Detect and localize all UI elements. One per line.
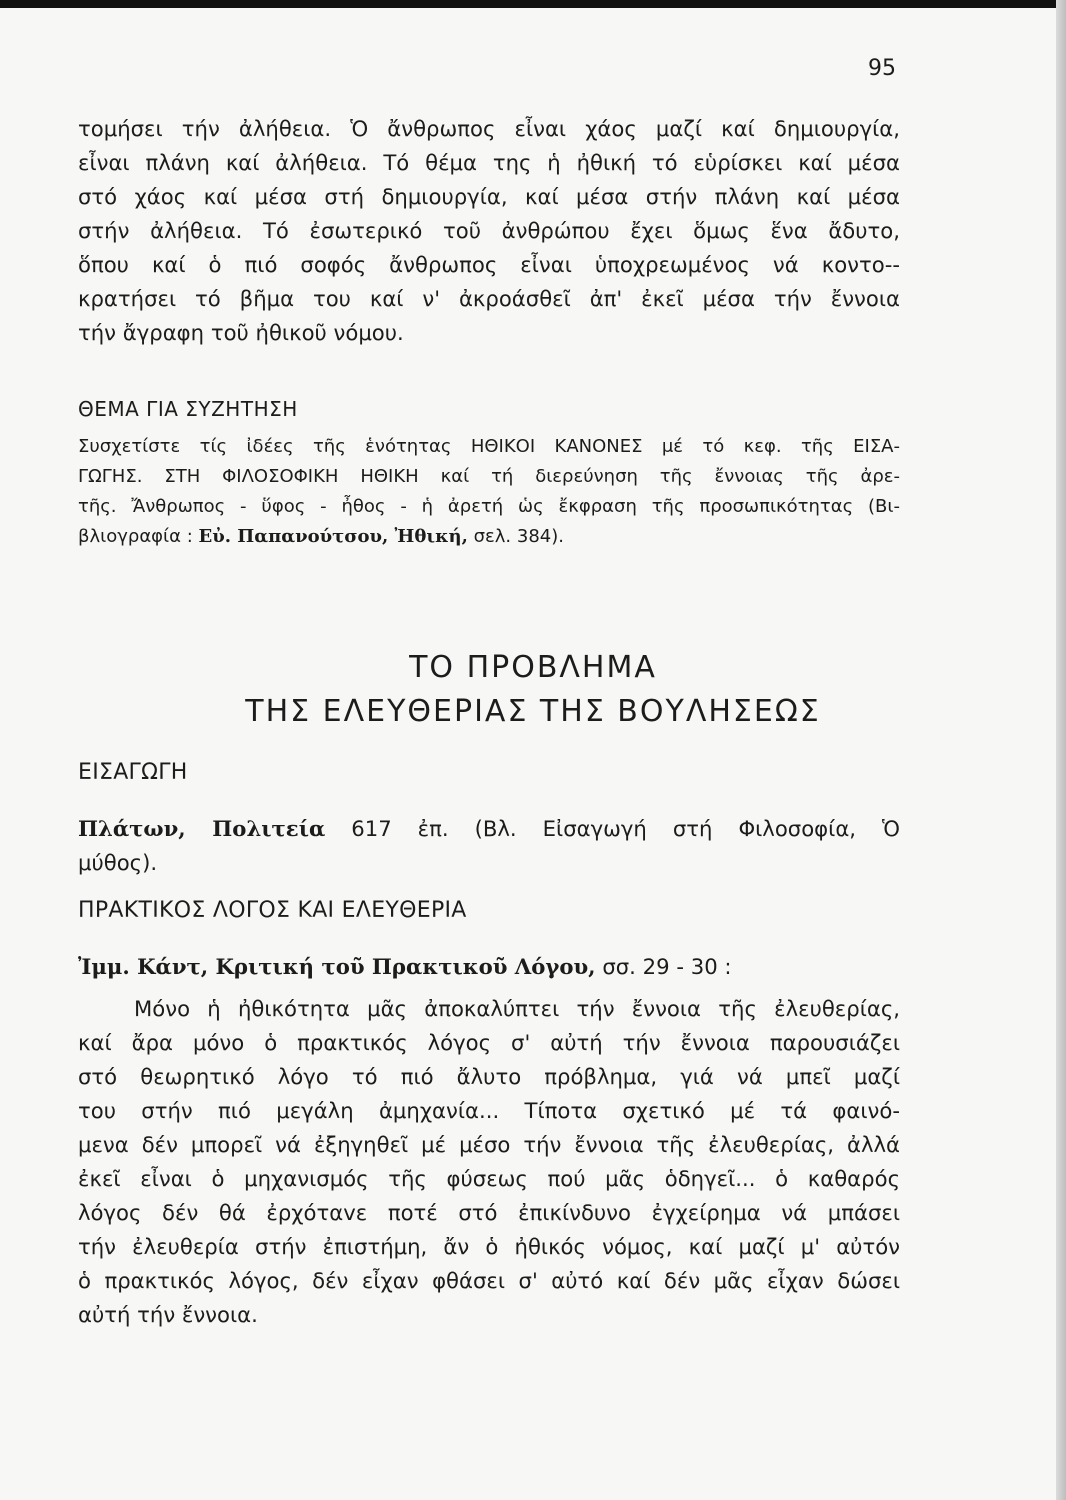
intro-source-detail: 617 ἐπ. (Βλ. Εἰσαγωγή στή Φιλοσοφία, Ὁ — [325, 816, 900, 841]
discussion-heading: ΘΕΜΑ ΓΙΑ ΣΥΖΗΤΗΣΗ — [78, 397, 298, 421]
text-line: τῆς. Ἄνθρωπος - ὕφος - ἦθος - ἡ ἀρετή ὡς ἔκφραση τῆς προσωπικότητας (Βι- — [78, 496, 900, 517]
text-line: τήν ἄγραφη τοῦ ἠθικοῦ νόμου. — [78, 320, 404, 345]
text-line: στό θεωρητικό λόγο τό πιό ἄλυτο πρόβλημα, γιά νά μπεῖ μαζί — [78, 1064, 900, 1089]
text-line: μύθος). — [78, 850, 158, 875]
text-line: μενα δέν μπορεῖ νά ἐξηγηθεῖ μέ μέσο τήν ἔννοια τῆς ἐλευθερίας, ἀλλά — [78, 1132, 900, 1157]
text-line: στό χάος καί μέσα στή δημιουργία, καί μέσα στήν πλάνη καί μέσα — [78, 184, 900, 209]
scan-top-border — [0, 0, 1066, 8]
text-line: ὁ πρακτικός λόγος, δέν εἶχαν φθάσει σ' αὐτό καί δέν μᾶς εἶχαν δώσει — [78, 1268, 900, 1293]
page-number: 95 — [868, 56, 896, 81]
text-line: αὐτή τήν ἔννοια. — [78, 1302, 258, 1327]
text-line: ἐκεῖ εἶναι ὁ μηχανισμός τῆς φύσεως πού μᾶς ὁδηγεῖ... ὁ καθαρός — [78, 1166, 900, 1191]
bibliography-reference: Εὐ. Παπανούτσου, Ἠθική, — [198, 526, 468, 547]
intro-heading: ΕΙΣΑΓΩΓΗ — [78, 760, 188, 785]
quote-paragraph — [78, 992, 900, 1332]
intro-source-title: Πλάτων, Πολιτεία — [78, 816, 326, 841]
text-line: τομήσει τήν ἀλήθεια. Ὁ ἄνθρωπος εἶναι χάος μαζί καί δημιουργία, — [78, 116, 900, 141]
text-line — [78, 950, 900, 984]
chapter-title-line-1: ΤΟ ΠΡΟΒΛΗΜΑ — [409, 650, 657, 685]
text-line: εἶναι πλάνη καί ἀλήθεια. Τό θέμα της ἡ ἠθική τό εὑρίσκει καί μέσα — [78, 150, 900, 175]
text-line: ΓΩΓΗΣ. ΣΤΗ ΦΙΛΟΣΟΦΙΚΗ ΗΘΙΚΗ καί τή διερεύνηση τῆς ἔννοιας τῆς ἀρε- — [78, 466, 900, 487]
section-source-pages: σσ. 29 - 30 : — [595, 954, 732, 979]
text-line — [78, 812, 900, 846]
top-paragraph — [78, 112, 900, 350]
section-source — [78, 950, 900, 984]
text-line: λόγος δέν θά ἐρχόταvε ποτέ στό ἐπικίνδυνο ἐγχείρημα νά μπάσει — [78, 1200, 900, 1225]
text-line: κρατήσει τό βῆμα του καί ν' ἀκροάσθεῖ ἀπ' ἐκεῖ μέσα τήν ἔννοια — [78, 286, 900, 311]
intro-reference — [78, 812, 900, 880]
section-source-title: Ἰμμ. Κάντ, Κριτική τοῦ Πρακτικοῦ Λόγου, — [78, 954, 596, 979]
bibliography-page: σελ. 384). — [467, 526, 564, 547]
text-line: καί ἄρα μόνο ὁ πρακτικός λόγος σ' αὐτή τήν ἔννοια παρουσιάζει — [78, 1030, 900, 1055]
text-line: Μόνο ἡ ἠθικότητα μᾶς ἀποκαλύπτει τήν ἔννοια τῆς ἐλευθερίας, — [134, 996, 900, 1021]
text-line: στήν ἀλήθεια. Τό ἐσωτερικό τοῦ ἀνθρώπου ἔχει ὅμως ἕνα ἄδυτο, — [78, 218, 900, 243]
text-line: ὅπου καί ὁ πιό σοφός ἄνθρωπος εἶναι ὑποχρεωμένος νά κοντο-- — [78, 252, 900, 277]
text-line — [78, 522, 900, 552]
discussion-paragraph — [78, 432, 900, 552]
text-line: Συσχετίστε τίς ἰδέες τῆς ἑνότητας ΗΘΙΚΟΙ ΚΑΝΟΝΕΣ μέ τό κεφ. τῆς ΕΙΣΑ- — [78, 436, 900, 457]
text-line: του στήν πιό μεγάλη ἀμηχανία... Τίποτα σχετικό μέ τά φαινό- — [78, 1098, 900, 1123]
section-heading: ΠΡΑΚΤΙΚΟΣ ΛΟΓΟΣ ΚΑΙ ΕΛΕΥΘΕΡΙΑ — [78, 898, 467, 923]
chapter-title-line-2: ΤΗΣ ΕΛΕΥΘΕΡΙΑΣ ΤΗΣ ΒΟΥΛΗΣΕΩΣ — [245, 694, 821, 729]
text-line: τήν ἐλευθερία στήν ἐπιστήμη, ἄν ὁ ἠθικός νόμος, καί μαζί μ' αὐτόν — [78, 1234, 900, 1259]
scan-right-edge — [1056, 0, 1066, 1500]
bibliography-label: βλιογραφία : — [78, 526, 199, 547]
